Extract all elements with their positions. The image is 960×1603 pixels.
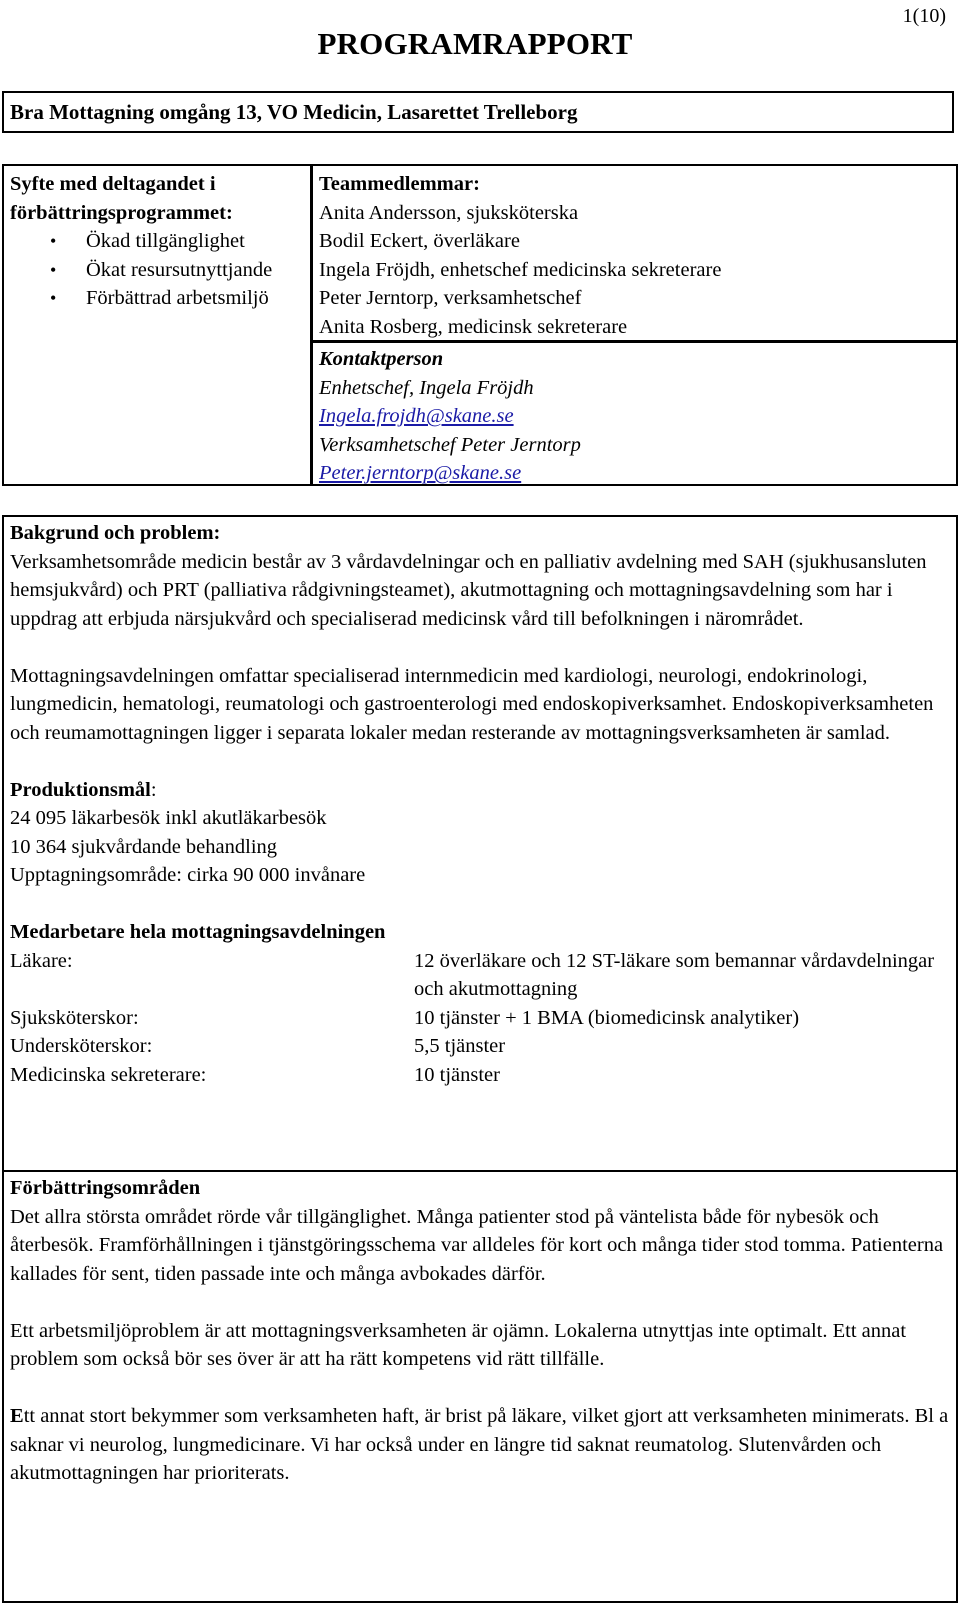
production-line: 24 095 läkarbesök inkl akutläkarbesök (10, 807, 327, 829)
staff-label: Sjuksköterskor: (10, 1006, 139, 1029)
purpose-cell (2, 164, 312, 486)
improvement-heading: Förbättringsområden (10, 1177, 201, 1199)
team-cell (311, 164, 958, 342)
improvement-paragraph-3: Ett annat stort bekymmer som verksamheten haft, är brist på läkare, vilket gjort att verksamheten minimerats. Bl a saknar vi neurolog, lungmedicinare. Vi har också under en längre tid saknat reumatolog. Slutenvården och akutmottagningen har prioriterats. (10, 1405, 949, 1484)
team-member: Bodil Eckert, överläkare (319, 230, 520, 252)
purpose-list (10, 227, 304, 313)
contact-email-2-link[interactable]: Peter.jerntorp@skane.se (319, 462, 522, 484)
main-section (2, 515, 958, 1171)
contact-person-2: Verksamhetschef Peter Jerntorp (319, 433, 581, 456)
program-header (2, 91, 954, 133)
program-header-text: Bra Mottagning omgång 13, VO Medicin, Lasarettet Trelleborg (10, 100, 578, 124)
purpose-item: • Ökat resursutnyttjande (10, 256, 304, 285)
team-heading: Teammedlemmar: (319, 173, 480, 195)
improvement-section (2, 1170, 958, 1603)
team-member: Anita Andersson, sjuksköterska (319, 201, 579, 224)
staff-label: Läkare: (10, 949, 73, 972)
purpose-item: • Förbättrad arbetsmiljö (10, 284, 304, 313)
staff-heading: Medarbetare hela mottagningsavdelningen (10, 921, 386, 943)
background-paragraph-1: Verksamhetsområde medicin består av 3 vårdavdelningar och en palliativ avdelning med SAH (sjukhusansluten hemsjukvård) och PRT (palliativa rådgivningsteamet), akutmottagning och mottagningsavdelning som har i uppdrag att erbjuda närsjukvård och specialiserad medicinsk vård till befolkningen i närområdet. (10, 550, 927, 630)
production-line: 10 364 sjukvårdande behandling (10, 835, 278, 858)
contact-person-1: Enhetschef, Ingela Fröjdh (319, 376, 534, 399)
production-line: Upptagningsområde: cirka 90 000 invånare (10, 864, 366, 886)
improvement-paragraph-2: Ett arbetsmiljöproblem är att mottagningsverksamheten är ojämn. Lokalerna utnyttjas inte optimalt. Ett annat problem som också bör ses över är att ha rätt kompetens vid rätt tillfälle. (10, 1319, 907, 1370)
staff-label: Medicinska sekreterare: (10, 1063, 207, 1086)
background-heading: Bakgrund och problem: (10, 522, 221, 544)
page-title: PROGRAMRAPPORT (317, 26, 633, 61)
staff-value: 10 tjänster + 1 BMA (biomedicinsk analytiker) (414, 1006, 800, 1029)
team-member: Anita Rosberg, medicinsk sekreterare (319, 315, 628, 338)
staff-value: 10 tjänster (414, 1063, 500, 1086)
staff-row (10, 947, 950, 1004)
purpose-heading-line1: Syfte med deltagandet i (10, 173, 216, 195)
background-paragraph-2: Mottagningsavdelningen omfattar specialiserad internmedicin med kardiologi, neurologi, endokrinologi, lungmedicin, hematologi, reumatologi och gastroenterologi med endoskopiverksamhet. Endoskopiverksamheten och reumamottagningen ligger i separata lokaler medan resterande av mottagningsverksamheten är samlad. (10, 664, 934, 744)
team-member: Ingela Fröjdh, enhetschef medicinska sekreterare (319, 258, 722, 281)
contact-email-1-link[interactable]: Ingela.frojdh@skane.se (319, 405, 514, 427)
staff-row (10, 1032, 950, 1061)
production-heading: Produktionsmål: (10, 778, 157, 801)
staff-value: 5,5 tjänster (414, 1035, 506, 1057)
purpose-item: • Ökad tillgänglighet (10, 227, 304, 256)
staff-row (10, 1004, 950, 1033)
staff-value: 12 överläkare och 12 ST-läkare som bemannar vårdavdelningar och akutmottagning (414, 949, 935, 1000)
purpose-heading-line2: förbättringsprogrammet: (10, 201, 233, 224)
page-number: 1(10) (902, 5, 946, 27)
contact-cell (311, 341, 958, 486)
staff-label: Undersköterskor: (10, 1035, 153, 1057)
team-member: Peter Jerntorp, verksamhetschef (319, 287, 582, 309)
staff-row (10, 1061, 950, 1090)
improvement-paragraph-1: Det allra största området rörde vår tillgänglighet. Många patienter stod på väntelista både för nybesök och återbesök. Framförhållningen i tjänstgöringsschema var alldeles för kort och många tider stod tomma. Patienterna kallades för sent, tiden passade inte och många avbokades därför. (10, 1205, 944, 1285)
contact-heading: Kontaktperson (319, 348, 444, 370)
